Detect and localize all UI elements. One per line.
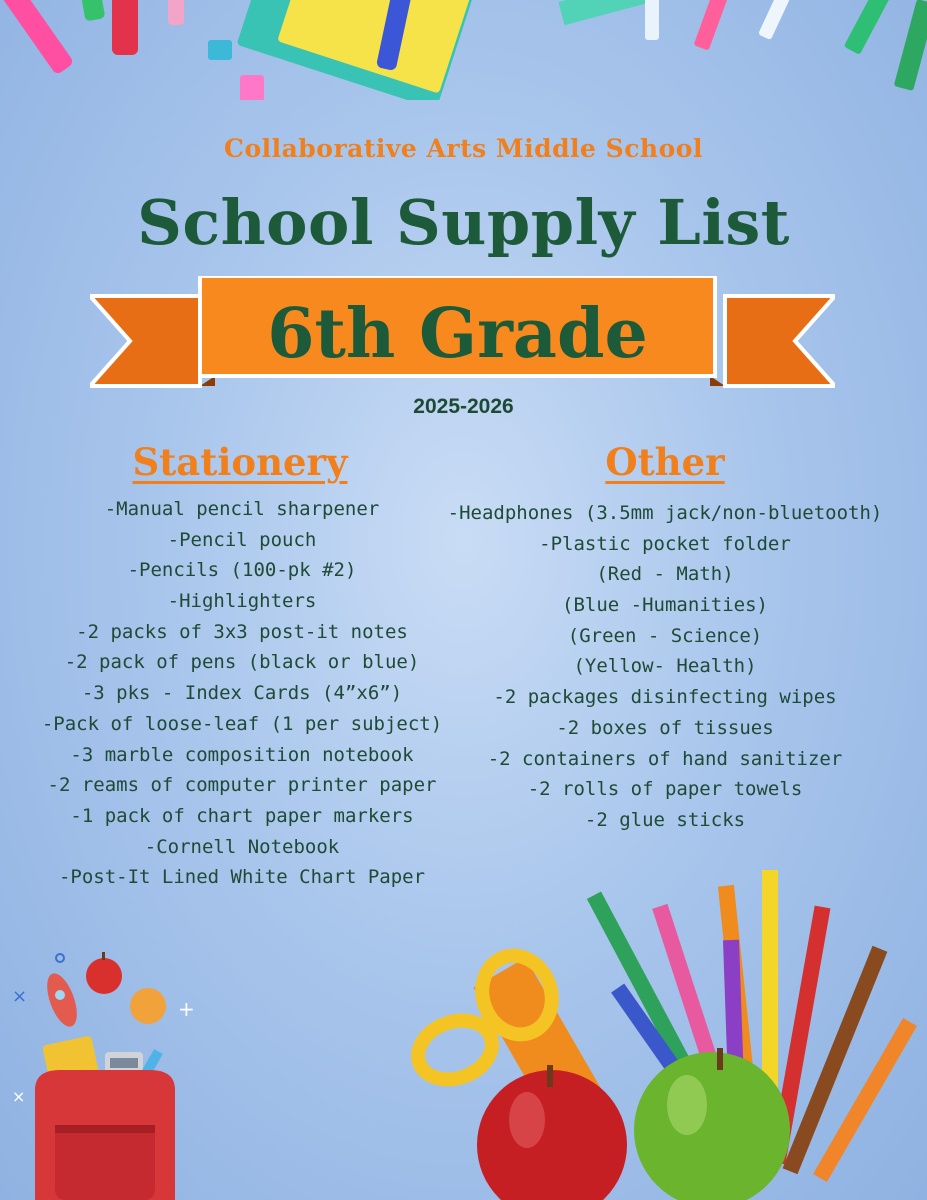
school-supplies-top-illustration	[0, 0, 927, 100]
list-item: (Yellow- Health)	[573, 655, 757, 678]
svg-text:+: +	[178, 997, 195, 1021]
list-item: -3 pks - Index Cards (4”x6”)	[81, 682, 403, 705]
list-item: -Headphones (3.5mm jack/non-bluetooth)	[447, 502, 883, 524]
pink-marker-icon	[0, 0, 74, 75]
list-item: (Red - Math)	[596, 563, 734, 586]
list-item: -2 rolls of paper towels	[527, 778, 803, 801]
school-year: 2025-2026	[413, 395, 514, 418]
stationery-list	[22, 494, 462, 893]
list-item: (Blue -Humanities)	[562, 594, 768, 617]
other-list	[425, 498, 905, 836]
list-item: -2 glue sticks	[584, 808, 746, 831]
colored-pencils-icon	[645, 0, 927, 91]
apple-icon	[86, 952, 122, 994]
other-heading: Other	[605, 440, 725, 484]
green-marker-icon	[77, 0, 105, 21]
list-item: -2 packs of 3x3 post-it notes	[76, 620, 408, 643]
svg-text:×: ×	[12, 1087, 26, 1106]
globe-icon	[130, 988, 166, 1024]
grade-label: 6th Grade	[267, 294, 648, 374]
ruler-icon	[558, 0, 651, 25]
list-item: -3 marble composition notebook	[70, 743, 414, 766]
list-item: -Pencil pouch	[167, 528, 317, 551]
list-item: -Highlighters	[167, 590, 317, 613]
list-item: -2 packages disinfecting wipes	[493, 686, 837, 709]
apple-icon	[477, 1065, 627, 1200]
list-item: -Pack of loose-leaf (1 per subject)	[41, 712, 443, 735]
list-item: -2 containers of hand sanitizer	[487, 747, 843, 770]
page-title: School Supply List	[137, 186, 790, 259]
marker-icon	[168, 0, 184, 25]
notebooks-icon	[237, 0, 474, 100]
list-item: -2 reams of computer printer paper	[47, 774, 437, 797]
backpack-icon	[35, 1070, 175, 1200]
list-item: -Manual pencil sharpener	[104, 498, 380, 520]
list-item: (Green - Science)	[567, 624, 763, 647]
list-item: -Plastic pocket folder	[539, 532, 791, 555]
school-name: Collaborative Arts Middle School	[224, 134, 703, 163]
rocket-icon	[41, 970, 83, 1031]
red-marker-icon	[112, 0, 138, 55]
stationery-heading: Stationery	[132, 440, 348, 484]
list-item: -2 pack of pens (black or blue)	[64, 651, 420, 674]
svg-text:×: ×	[12, 986, 28, 1007]
list-item: -1 pack of chart paper markers	[70, 804, 414, 827]
list-item: -2 boxes of tissues	[556, 716, 774, 739]
list-item: -Cornell Notebook	[144, 835, 340, 858]
pencils-apples-illustration	[407, 860, 927, 1200]
list-item: -Pencils (100-pk #2)	[127, 559, 357, 582]
list-item: -Post-It Lined White Chart Paper	[58, 866, 426, 889]
backpack-illustration	[0, 940, 220, 1200]
